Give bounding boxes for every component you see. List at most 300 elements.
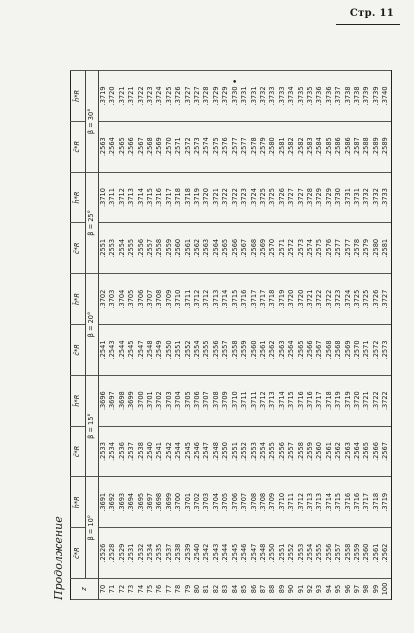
h-value-cell: .3729: [221, 71, 230, 122]
h-value-cell: .3713: [127, 172, 136, 223]
h-value-cell: .3725: [165, 71, 174, 122]
h-value-cell: .3732: [259, 71, 268, 122]
h-value-cell: .3708: [212, 375, 221, 426]
c-value-cell: .2551: [99, 223, 109, 274]
h-value-cell: .3722: [372, 375, 381, 426]
h-value-cell: .3722: [381, 375, 391, 426]
h-value-cell: .3700: [174, 477, 183, 528]
h-value-cell: .3732: [372, 172, 381, 223]
c-value-cell: .2556: [278, 426, 287, 477]
h-value-cell: .3720: [297, 274, 306, 325]
h-value-cell: .3698: [155, 477, 164, 528]
h-value-cell: .3714: [278, 375, 287, 426]
h-value-cell: .3722: [315, 274, 324, 325]
c-value-cell: .2557: [287, 426, 296, 477]
h-value-cell: .3700: [137, 375, 146, 426]
h-value-cell: .3712: [193, 274, 202, 325]
c-value-cell: .2539: [184, 528, 193, 579]
c-value-cell: .2561: [325, 426, 334, 477]
col-header-h: h̄*R: [71, 375, 86, 426]
z-value-cell: 98: [362, 579, 371, 600]
h-value-cell: .3711: [250, 375, 259, 426]
c-value-cell: .2571: [362, 325, 371, 376]
c-value-cell: .2546: [240, 528, 249, 579]
h-value-cell: .3729: [212, 71, 221, 122]
h-value-cell: .3735: [306, 71, 315, 122]
c-value-cell: .2566: [127, 121, 136, 172]
h-value-cell: .3716: [353, 477, 362, 528]
c-value-cell: .2576: [221, 121, 230, 172]
table-row: [231, 71, 240, 600]
z-value-cell: 75: [146, 579, 155, 600]
h-value-cell: .3715: [287, 375, 296, 426]
c-value-cell: .2560: [250, 325, 259, 376]
z-value-cell: 91: [297, 579, 306, 600]
c-value-cell: .2581: [278, 121, 287, 172]
h-value-cell: .3712: [297, 477, 306, 528]
table-row: [287, 71, 296, 600]
h-value-cell: .3722: [137, 71, 146, 122]
h-value-cell: .3704: [118, 274, 127, 325]
h-value-cell: .3710: [278, 477, 287, 528]
c-value-cell: .2573: [381, 325, 391, 376]
z-value-cell: 84: [231, 579, 240, 600]
c-value-cell: .2556: [137, 223, 146, 274]
col-header-c: c̄*R: [71, 325, 86, 376]
h-value-cell: .3722: [325, 274, 334, 325]
h-value-cell: .3732: [362, 172, 371, 223]
table-row: [174, 71, 183, 600]
c-value-cell: .2560: [315, 426, 324, 477]
h-value-cell: .3717: [165, 172, 174, 223]
z-value-cell: 77: [165, 579, 174, 600]
h-value-cell: .3715: [146, 172, 155, 223]
h-value-cell: .3716: [240, 274, 249, 325]
c-value-cell: .2557: [146, 223, 155, 274]
h-value-cell: .3707: [202, 375, 211, 426]
c-value-cell: .2573: [297, 223, 306, 274]
c-value-cell: .2571: [278, 223, 287, 274]
col-header-c: c̄*R: [71, 426, 86, 477]
c-value-cell: .2563: [99, 121, 109, 172]
h-value-cell: .3711: [184, 274, 193, 325]
table-row: [202, 71, 211, 600]
c-value-cell: .2559: [353, 528, 362, 579]
h-value-cell: .3726: [372, 274, 381, 325]
c-value-cell: .2526: [99, 528, 109, 579]
h-value-cell: .3718: [325, 375, 334, 426]
h-value-cell: .3727: [297, 172, 306, 223]
z-value-cell: 71: [108, 579, 117, 600]
c-value-cell: .2548: [146, 325, 155, 376]
c-value-cell: .2571: [174, 121, 183, 172]
h-value-cell: .3731: [344, 172, 353, 223]
c-value-cell: .2566: [372, 426, 381, 477]
h-value-cell: .3698: [118, 375, 127, 426]
h-value-cell: .3718: [372, 477, 381, 528]
c-value-cell: .2559: [240, 325, 249, 376]
h-value-cell: .3739: [362, 71, 371, 122]
h-value-cell: .3729: [325, 172, 334, 223]
c-value-cell: .2538: [174, 528, 183, 579]
c-value-cell: .2570: [165, 121, 174, 172]
c-value-cell: .2572: [184, 121, 193, 172]
c-value-cell: .2577: [334, 223, 343, 274]
beta-header: β = 25°: [86, 172, 99, 274]
c-value-cell: .2555: [202, 325, 211, 376]
z-value-cell: 72: [118, 579, 127, 600]
h-value-cell: .3725: [259, 172, 268, 223]
h-value-cell: .3731: [353, 172, 362, 223]
h-value-cell: .3727: [287, 172, 296, 223]
z-value-cell: 83: [221, 579, 230, 600]
h-value-cell: .3725: [362, 274, 371, 325]
table-row: [372, 71, 381, 600]
data-table: [70, 70, 392, 600]
table-row: [146, 71, 155, 600]
h-value-cell: .3704: [212, 477, 221, 528]
table-row: [165, 71, 174, 600]
header-rule: [336, 24, 400, 25]
h-value-cell: .3720: [287, 274, 296, 325]
c-value-cell: .2570: [268, 223, 277, 274]
c-value-cell: .2578: [250, 121, 259, 172]
h-value-cell: .3708: [259, 477, 268, 528]
h-value-cell: .3697: [146, 477, 155, 528]
h-value-cell: .3710: [174, 274, 183, 325]
h-value-cell: .3707: [146, 274, 155, 325]
h-value-cell: .3701: [184, 477, 193, 528]
h-value-cell: .3734: [287, 71, 296, 122]
h-value-cell: .3720: [202, 172, 211, 223]
c-value-cell: .2587: [353, 121, 362, 172]
c-value-cell: .2556: [212, 325, 221, 376]
h-value-cell: .3739: [372, 71, 381, 122]
h-value-cell: .3703: [108, 274, 117, 325]
h-value-cell: .3702: [193, 477, 202, 528]
h-value-cell: .3712: [118, 172, 127, 223]
h-value-cell: .3721: [212, 172, 221, 223]
beta-header: β = 10°: [86, 477, 99, 579]
h-value-cell: .3717: [250, 274, 259, 325]
h-value-cell: .3709: [221, 375, 230, 426]
table-row: [221, 71, 230, 600]
c-value-cell: .2558: [231, 325, 240, 376]
h-value-cell: .3716: [155, 172, 164, 223]
h-value-cell: .3727: [193, 71, 202, 122]
c-value-cell: .2569: [344, 325, 353, 376]
beta-header-row: [86, 71, 99, 600]
z-value-cell: 87: [259, 579, 268, 600]
c-value-cell: .2579: [362, 223, 371, 274]
c-value-cell: .2549: [155, 325, 164, 376]
col-header-h: h̄*R: [71, 172, 86, 223]
h-value-cell: .3711: [108, 172, 117, 223]
table-row: [325, 71, 334, 600]
h-value-cell: .3721: [362, 375, 371, 426]
h-value-cell: .3716: [344, 477, 353, 528]
c-value-cell: .2589: [381, 121, 391, 172]
h-value-cell: .3691: [99, 477, 109, 528]
z-value-cell: 73: [127, 579, 136, 600]
c-value-cell: .2545: [184, 426, 193, 477]
h-value-cell: .3733: [268, 71, 277, 122]
c-value-cell: .2535: [155, 528, 164, 579]
table-row: [250, 71, 259, 600]
h-value-cell: .3719: [193, 172, 202, 223]
col-header-c: c̄*R: [71, 528, 86, 579]
c-value-cell: .2545: [127, 325, 136, 376]
z-value-cell: 74: [137, 579, 146, 600]
c-value-cell: .2529: [118, 528, 127, 579]
c-value-cell: .2580: [372, 223, 381, 274]
c-value-cell: .2566: [231, 223, 240, 274]
h-value-cell: .3713: [212, 274, 221, 325]
table-body: [99, 71, 392, 600]
h-value-cell: .3710: [99, 172, 109, 223]
h-value-cell: .3717: [259, 274, 268, 325]
c-value-cell: .2531: [127, 528, 136, 579]
c-value-cell: .2550: [165, 325, 174, 376]
c-value-cell: .2563: [202, 223, 211, 274]
col-header-c: c̄*R: [71, 223, 86, 274]
h-value-cell: .3725: [268, 172, 277, 223]
h-value-cell: .3726: [278, 172, 287, 223]
h-value-cell: .3704: [174, 375, 183, 426]
c-value-cell: .2559: [165, 223, 174, 274]
c-value-cell: .2578: [353, 223, 362, 274]
c-value-cell: .2533: [99, 426, 109, 477]
h-value-cell: .3714: [221, 274, 230, 325]
h-value-cell: .3722: [221, 172, 230, 223]
h-value-cell: .3706: [193, 375, 202, 426]
h-value-cell: .3705: [127, 274, 136, 325]
table-row: [362, 71, 371, 600]
h-value-cell: .3701: [146, 375, 155, 426]
center-dot: •: [232, 78, 238, 88]
h-value-cell: .3735: [297, 71, 306, 122]
z-value-cell: 86: [250, 579, 259, 600]
c-value-cell: .2554: [259, 426, 268, 477]
c-value-cell: .2558: [344, 528, 353, 579]
c-value-cell: .2589: [372, 121, 381, 172]
c-value-cell: .2577: [344, 223, 353, 274]
c-value-cell: .2588: [362, 121, 371, 172]
h-value-cell: .3702: [99, 274, 109, 325]
c-value-cell: .2551: [278, 528, 287, 579]
table-row: [118, 71, 127, 600]
z-value-cell: 85: [240, 579, 249, 600]
h-value-cell: .3705: [184, 375, 193, 426]
c-value-cell: .2551: [231, 426, 240, 477]
c-value-cell: .2561: [372, 528, 381, 579]
beta-header: β = 30°: [86, 71, 99, 173]
c-value-cell: .2538: [137, 426, 146, 477]
c-value-cell: .2563: [344, 426, 353, 477]
z-value-cell: 93: [315, 579, 324, 600]
h-value-cell: .3694: [127, 477, 136, 528]
c-value-cell: .2560: [362, 528, 371, 579]
h-value-cell: .3730: [231, 71, 240, 122]
c-value-cell: .2545: [231, 528, 240, 579]
h-value-cell: .3709: [165, 274, 174, 325]
h-value-cell: .3731: [240, 71, 249, 122]
h-value-cell: .3715: [231, 274, 240, 325]
c-value-cell: .2548: [212, 426, 221, 477]
c-value-cell: .2552: [184, 325, 193, 376]
c-value-cell: .2580: [268, 121, 277, 172]
h-value-cell: .3711: [287, 477, 296, 528]
c-value-cell: .2561: [259, 325, 268, 376]
h-value-cell: .3726: [174, 71, 183, 122]
c-value-cell: .2541: [99, 325, 109, 376]
z-value-cell: 82: [212, 579, 221, 600]
h-value-cell: .3713: [315, 477, 324, 528]
c-value-cell: .2563: [278, 325, 287, 376]
h-value-cell: .3723: [334, 274, 343, 325]
z-value-cell: 97: [353, 579, 362, 600]
table-row: [212, 71, 221, 600]
h-value-cell: .3718: [184, 172, 193, 223]
c-value-cell: .2558: [297, 426, 306, 477]
h-value-cell: .3719: [344, 375, 353, 426]
z-value-cell: 92: [306, 579, 315, 600]
table-row: [278, 71, 287, 600]
col-header-h: h̄*R: [71, 477, 86, 528]
page-number: Стр. 11: [349, 8, 394, 19]
table-row: [184, 71, 193, 600]
c-value-cell: .2565: [362, 426, 371, 477]
c-value-cell: .2562: [193, 223, 202, 274]
c-value-cell: .2567: [240, 223, 249, 274]
z-value-cell: 96: [344, 579, 353, 600]
c-value-cell: .2586: [334, 121, 343, 172]
c-value-cell: .2536: [118, 426, 127, 477]
h-value-cell: .3733: [381, 172, 391, 223]
table-row: [127, 71, 136, 600]
table-row: [315, 71, 324, 600]
c-value-cell: .2569: [259, 223, 268, 274]
c-value-cell: .2564: [287, 325, 296, 376]
h-value-cell: .3699: [165, 477, 174, 528]
c-value-cell: .2547: [250, 528, 259, 579]
h-value-cell: .3696: [99, 375, 109, 426]
h-value-cell: .3720: [108, 71, 117, 122]
c-value-cell: .2567: [315, 325, 324, 376]
c-value-cell: .2570: [353, 325, 362, 376]
c-value-cell: .2553: [250, 426, 259, 477]
rotated-table-sheet: [52, 70, 410, 600]
c-value-cell: .2554: [193, 325, 202, 376]
c-value-cell: .2528: [108, 528, 117, 579]
h-value-cell: .3724: [155, 71, 164, 122]
c-value-cell: .2584: [315, 121, 324, 172]
h-value-cell: .3719: [381, 477, 391, 528]
h-value-cell: .3723: [146, 71, 155, 122]
h-value-cell: .3736: [325, 71, 334, 122]
h-value-cell: .3716: [306, 375, 315, 426]
h-value-cell: .3714: [137, 172, 146, 223]
h-value-cell: .3703: [202, 477, 211, 528]
c-value-cell: .2550: [268, 528, 277, 579]
z-value-cell: 89: [278, 579, 287, 600]
c-value-cell: .2585: [325, 121, 334, 172]
h-value-cell: .3693: [118, 477, 127, 528]
c-value-cell: .2567: [381, 426, 391, 477]
c-value-cell: .2551: [174, 325, 183, 376]
table-row: [334, 71, 343, 600]
z-value-cell: 70: [99, 579, 109, 600]
c-value-cell: .2560: [174, 223, 183, 274]
c-value-cell: .2534: [146, 528, 155, 579]
c-value-cell: .2568: [334, 325, 343, 376]
c-value-cell: .2554: [306, 528, 315, 579]
c-value-cell: .2569: [155, 121, 164, 172]
z-value-cell: 88: [268, 579, 277, 600]
z-value-cell: 99: [372, 579, 381, 600]
h-value-cell: .3692: [108, 477, 117, 528]
beta-header: β = 20°: [86, 274, 99, 376]
c-value-cell: .2575: [315, 223, 324, 274]
c-value-cell: .2572: [372, 325, 381, 376]
c-value-cell: .2577: [240, 121, 249, 172]
h-value-cell: .3727: [184, 71, 193, 122]
c-value-cell: .2566: [306, 325, 315, 376]
c-value-cell: .2582: [297, 121, 306, 172]
c-value-cell: .2573: [193, 121, 202, 172]
h-value-cell: .3716: [297, 375, 306, 426]
c-value-cell: .2565: [297, 325, 306, 376]
c-value-cell: .2553: [297, 528, 306, 579]
c-value-cell: .2542: [165, 426, 174, 477]
c-value-cell: .2555: [315, 528, 324, 579]
c-value-cell: .2557: [221, 325, 230, 376]
c-value-cell: .2537: [165, 528, 174, 579]
h-value-cell: .3711: [240, 375, 249, 426]
c-value-cell: .2582: [287, 121, 296, 172]
c-value-cell: .2583: [306, 121, 315, 172]
col-header-h: h̄*R: [71, 71, 86, 122]
z-value-cell: 95: [334, 579, 343, 600]
table-row: [108, 71, 117, 600]
h-value-cell: .3714: [325, 477, 334, 528]
c-value-cell: .2581: [381, 223, 391, 274]
z-value-cell: 80: [193, 579, 202, 600]
c-value-cell: .2574: [306, 223, 315, 274]
c-value-cell: .2565: [221, 223, 230, 274]
h-value-cell: .3717: [315, 375, 324, 426]
c-value-cell: .2572: [287, 223, 296, 274]
h-value-cell: .3731: [250, 71, 259, 122]
h-value-cell: .3740: [381, 71, 391, 122]
c-value-cell: .2568: [250, 223, 259, 274]
h-value-cell: .3722: [231, 172, 240, 223]
c-value-cell: .2568: [325, 325, 334, 376]
h-value-cell: .3712: [202, 274, 211, 325]
c-value-cell: .2552: [240, 426, 249, 477]
table-row: [259, 71, 268, 600]
col-header-c: c̄*R: [71, 121, 86, 172]
h-value-cell: .3708: [155, 274, 164, 325]
h-value-cell: .3729: [315, 172, 324, 223]
h-value-cell: .3721: [306, 274, 315, 325]
c-value-cell: .2576: [325, 223, 334, 274]
c-value-cell: .2555: [268, 426, 277, 477]
c-value-cell: .2586: [344, 121, 353, 172]
c-value-cell: .2554: [118, 223, 127, 274]
h-value-cell: .3703: [165, 375, 174, 426]
h-value-cell: .3706: [231, 477, 240, 528]
